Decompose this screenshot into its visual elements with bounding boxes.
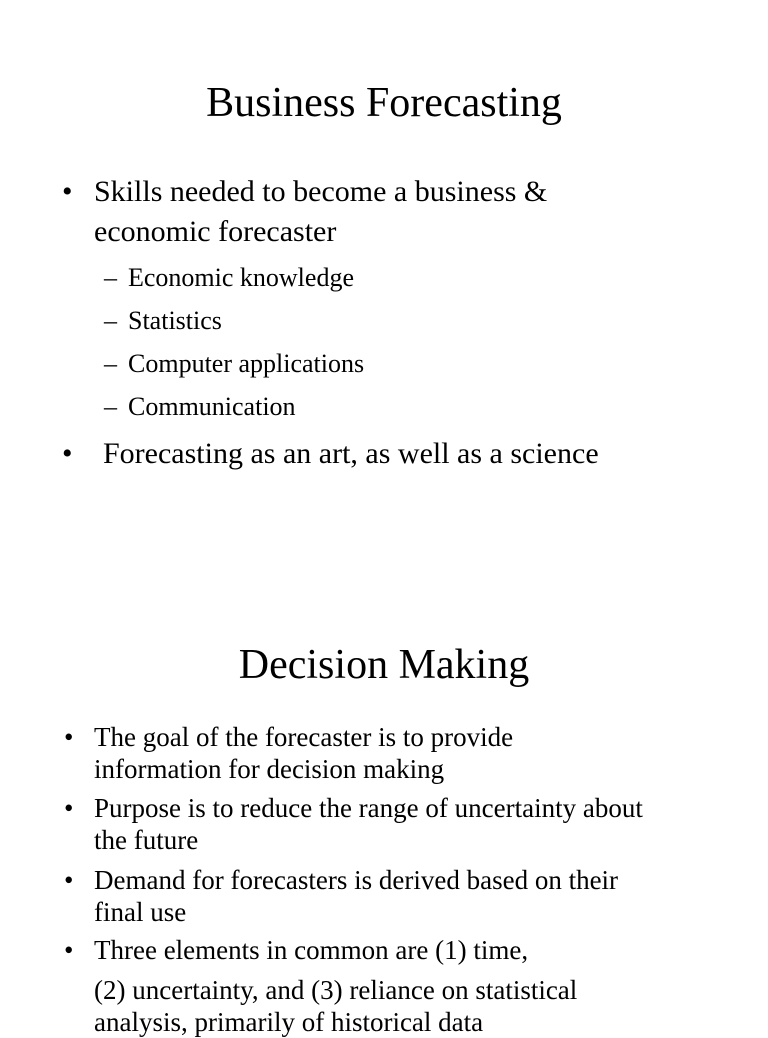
sub-bullet-text: Communication	[128, 392, 296, 421]
bullet-line: economic forecaster	[94, 215, 337, 248]
slide-title: Decision Making	[238, 642, 530, 688]
bullet-line: Purpose is to reduce the range of uncertainty about	[94, 793, 643, 823]
slide-title: Business Forecasting	[206, 80, 562, 126]
bullet-line: final use	[94, 897, 187, 927]
bullet-dot-icon: •	[64, 793, 74, 823]
dash-icon: –	[104, 306, 117, 335]
bullet-dot-icon: •	[62, 175, 73, 208]
sub-bullet-text: Economic knowledge	[128, 263, 354, 292]
bullet-dot-icon: •	[64, 722, 74, 752]
bullet-dot-icon: •	[64, 935, 74, 965]
bullet-line: Skills needed to become a business &	[94, 175, 548, 208]
bullet-line: Three elements in common are (1) time,	[94, 935, 529, 965]
bullet-dot-icon: •	[64, 865, 74, 895]
bullet-line: information for decision making	[94, 754, 445, 784]
bullet-text	[94, 721, 513, 785]
dash-icon: –	[104, 392, 117, 421]
bullet-line: The goal of the forecaster is to provide	[94, 722, 514, 752]
dash-icon: –	[104, 263, 117, 292]
bullet-dot-icon: •	[62, 437, 73, 470]
dash-icon: –	[104, 349, 117, 378]
bullet-text	[94, 934, 577, 1038]
bullet-line: Demand for forecasters is derived based on their	[94, 865, 619, 895]
bullet-line: (2) uncertainty, and (3) reliance on statistical	[94, 975, 578, 1005]
bullet-line: analysis, primarily of historical data	[94, 1007, 484, 1037]
bullet-text	[94, 864, 618, 928]
sub-bullet-text: Statistics	[128, 306, 222, 335]
bullet-text: Forecasting as an art, as well as a science	[103, 437, 599, 470]
sub-bullet-text: Computer applications	[128, 349, 365, 378]
bullet-line: the future	[94, 825, 199, 855]
bullet-text	[94, 792, 643, 856]
